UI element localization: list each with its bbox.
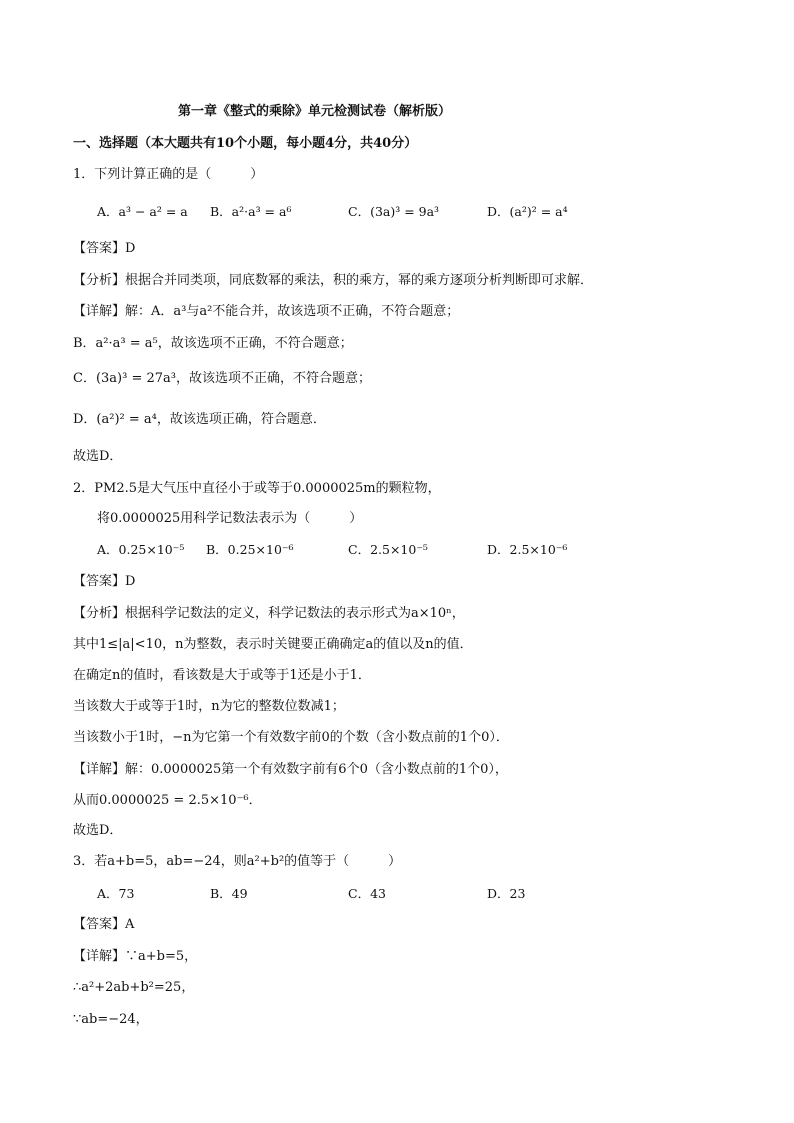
q2-option-a: A．0.25×10⁻⁵ [97,542,185,557]
q1-answer: 【答案】D [73,241,136,256]
q1-detail-line: B．a²·a³ = a⁵，故该选项不正确，不符合题意； [73,336,353,351]
q1-option-c: C．(3a)³ = 9a³ [348,204,440,219]
q3-detail-line: ∴a²+2ab+b²=25， [73,980,195,995]
q2-detail-line: 从而0.0000025 = 2.5×10⁻⁶． [73,793,262,808]
q2-analysis-line: 【分析】根据科学记数法的定义，科学记数法的表示形式为a×10ⁿ， [73,606,465,621]
q1-option-d: D．(a²)² = a⁴ [487,204,568,219]
section-heading: 一、选择题（本大题共有10个小题，每小题4分，共40分） [73,136,418,151]
q2-answer: 【答案】D [73,574,136,589]
q3-option-d: D．23 [487,886,526,901]
q3-answer: 【答案】A [73,917,135,932]
q1-conclusion: 故选D． [73,449,123,464]
q2-option-d: D．2.5×10⁻⁶ [487,542,568,557]
q1-detail-line: D．(a²)² = a⁴，故该选项正确，符合题意． [73,412,326,427]
q1-option-a: A．a³ − a² = a [97,204,188,219]
q2-option-b: B．0.25×10⁻⁶ [206,542,294,557]
q1-analysis: 【分析】根据合并同类项，同底数幂的乘法，积的乘方，幂的乘方逐项分析判断即可求解． [73,273,594,288]
q2-stem-continued: 将0.0000025用科学记数法表示为（ ） [97,511,363,526]
q2-analysis-line: 在确定n的值时，看该数是大于或等于1还是小于1． [73,668,371,683]
q2-detail-line: 【详解】解：0.0000025第一个有效数字前有6个0（含小数点前的1个0）， [73,762,508,777]
q3-detail-line: 【详解】∵a+b=5， [73,949,198,964]
q2-stem: 2．PM2.5是大气压中直径小于或等于0.0000025m的颗粒物， [73,481,441,496]
q1-detail-line: C．(3a)³ = 27a³，故该选项不正确，不符合题意； [73,371,371,386]
q1-option-b: B．a²·a³ = a⁶ [210,204,292,219]
q3-option-a: A．73 [97,886,135,901]
q3-detail-line: ∵ab=−24， [73,1012,149,1027]
q3-stem: 3．若a+b=5，ab=−24，则a²+b²的值等于（ ） [73,854,402,869]
q2-analysis-line: 当该数大于或等于1时，n为它的整数位数减1； [73,699,345,714]
q1-detail-line: 【详解】解：A．a³与a²不能合并，故该选项不正确，不符合题意； [73,304,460,319]
q2-analysis-line: 当该数小于1时，−n为它第一个有效数字前0的个数（含小数点前的1个0）． [73,730,509,745]
document-title: 第一章《整式的乘除》单元检测试卷（解析版） [178,104,452,119]
q3-option-c: C．43 [348,886,386,901]
q2-option-c: C．2.5×10⁻⁵ [348,542,428,557]
q2-conclusion: 故选D． [73,823,123,838]
q1-stem: 1．下列计算正确的是（ ） [73,167,264,182]
q2-analysis-line: 其中1≤|a|<10，n为整数，表示时关键要正确确定a的值以及n的值． [73,637,473,652]
q3-option-b: B．49 [210,886,248,901]
